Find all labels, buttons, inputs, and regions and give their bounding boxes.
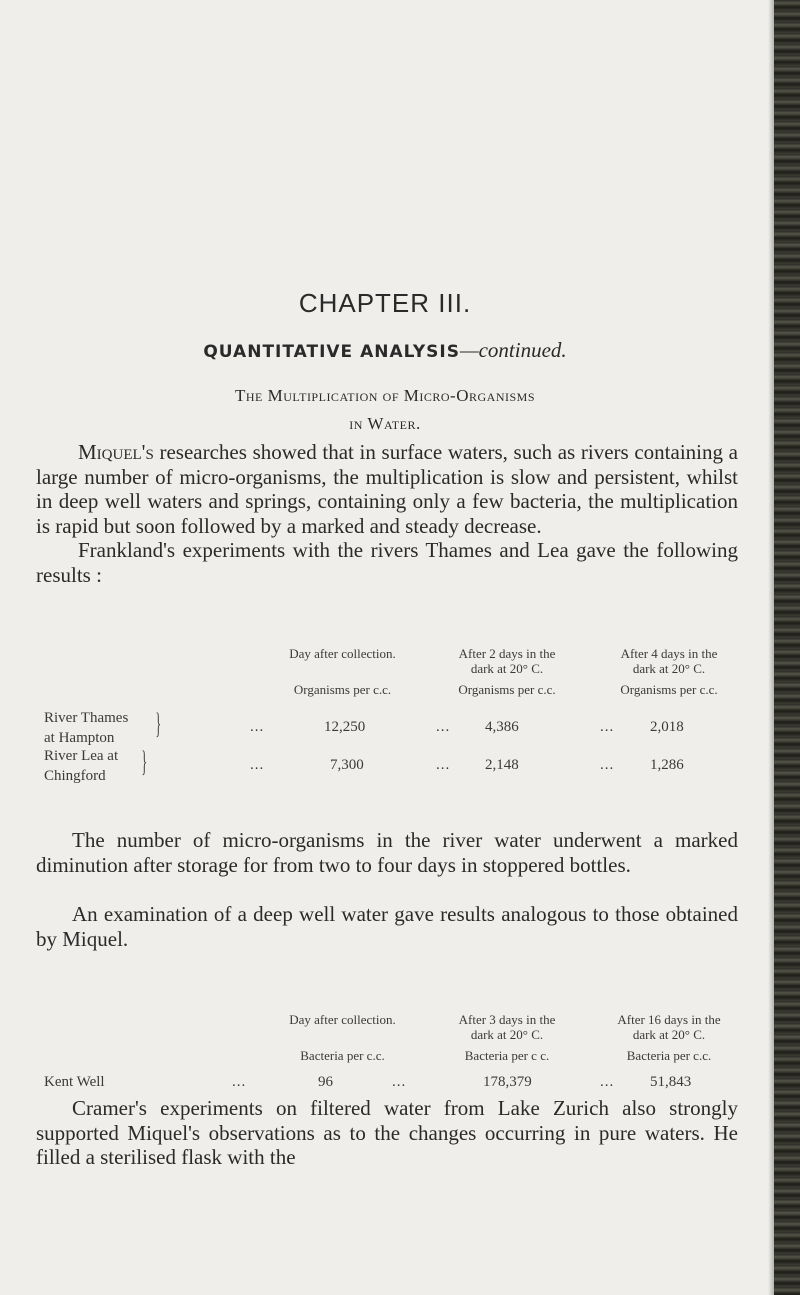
- leader-dots: ...: [250, 757, 265, 773]
- header-line: After 3 days in the: [458, 1012, 556, 1027]
- header-line: dark at 20° C.: [632, 1027, 706, 1042]
- leader-dots: ...: [600, 757, 615, 773]
- table-header-col1-unit: Organisms per c.c.: [293, 682, 392, 697]
- row-label-line1: River Thames: [44, 710, 129, 726]
- paragraph-diminution: The number of micro-organisms in the river water underwent a marked diminution after storage for from two to four days in stoppered bottles.: [36, 828, 738, 877]
- table-cell: 2,018: [650, 719, 684, 735]
- row-label-line2: Chingford: [44, 768, 106, 784]
- table-cell: 96: [318, 1074, 333, 1090]
- header-line: After 4 days in the: [620, 646, 718, 661]
- table-header-col3: [590, 1012, 748, 1042]
- table-cell: 2,148: [485, 757, 519, 773]
- table-cell: 51,843: [650, 1074, 692, 1090]
- table-header-col3-unit: Organisms per c.c.: [620, 682, 718, 697]
- leader-dots: ...: [232, 1074, 247, 1090]
- row-label: Kent Well: [44, 1074, 105, 1090]
- table-header-col3: [590, 646, 748, 676]
- table-cell: 178,379: [483, 1074, 532, 1090]
- table-header-col2: [432, 646, 582, 676]
- page-shadow: [768, 0, 774, 1295]
- book-binding-edge: [774, 0, 800, 1295]
- leader-dots: ...: [600, 1074, 615, 1090]
- table-header-col3-unit: Bacteria per c.c.: [626, 1048, 712, 1063]
- table-cell: 12,250: [324, 719, 366, 735]
- header-line: dark at 20° C.: [632, 661, 706, 676]
- leader-dots: ...: [436, 719, 451, 735]
- subtitle-suffix: —continued.: [459, 338, 567, 362]
- header-line: dark at 20° C.: [470, 1027, 544, 1042]
- table-header-col2: [432, 1012, 582, 1042]
- table-cell: 1,286: [650, 757, 684, 773]
- table-header-col1: [255, 646, 430, 661]
- table-header-col1: [255, 1012, 430, 1027]
- leader-dots: ...: [250, 719, 265, 735]
- table-header-col1-unit: Bacteria per c.c.: [300, 1048, 385, 1063]
- header-line: Day after collection.: [289, 646, 396, 661]
- table-header-col2-unit: Organisms per c.c.: [458, 682, 556, 697]
- brace: }: [155, 707, 162, 740]
- header-line: Day after collection.: [289, 1012, 396, 1027]
- header-line: After 16 days in the: [617, 1012, 721, 1027]
- header-line: dark at 20° C.: [470, 661, 544, 676]
- row-label-line1: River Lea at: [44, 748, 119, 764]
- subtitle: [0, 338, 770, 363]
- chapter-heading: CHAPTER III.: [298, 288, 472, 318]
- paragraph-body: researches showed that in surface waters, such as rivers containing a large number of micro-organisms, the multiplication is slow and persistent, whilst in deep well waters and springs, containing only a few bacteria, the multiplication is rapid but soon followed by a marked and steady decrease.: [36, 440, 738, 538]
- paragraph-miquel: [36, 440, 738, 538]
- leader-dots: ...: [392, 1074, 407, 1090]
- leader-dots: ...: [436, 757, 451, 773]
- section-title-line1: The Multiplication of Micro-Organisms: [234, 386, 536, 405]
- brace: }: [141, 745, 148, 778]
- table-header-col2-unit: Bacteria per c c.: [464, 1048, 550, 1063]
- paragraph-cramer: Cramer's experiments on filtered water from Lake Zurich also strongly supported Miquel's observations as to the changes occurring in pure waters. He filled a sterilised flask with the: [36, 1096, 738, 1169]
- paragraph-lead: Miquel's: [78, 440, 154, 464]
- section-title-line2: in Water.: [349, 414, 421, 433]
- paragraph-deep-well: An examination of a deep well water gave results analogous to those obtained by Miquel.: [36, 902, 738, 951]
- table-cell: 7,300: [330, 757, 364, 773]
- leader-dots: ...: [600, 719, 615, 735]
- row-label: [44, 746, 118, 786]
- table-cell: 4,386: [485, 719, 519, 735]
- row-label-line2: at Hampton: [44, 730, 115, 746]
- paragraph-frankland: Frankland's experiments with the rivers Thames and Lea gave the following results :: [36, 538, 738, 587]
- subtitle-main: QUANTITATIVE ANALYSIS: [203, 342, 460, 362]
- header-line: After 2 days in the: [458, 646, 556, 661]
- row-label: [44, 708, 128, 748]
